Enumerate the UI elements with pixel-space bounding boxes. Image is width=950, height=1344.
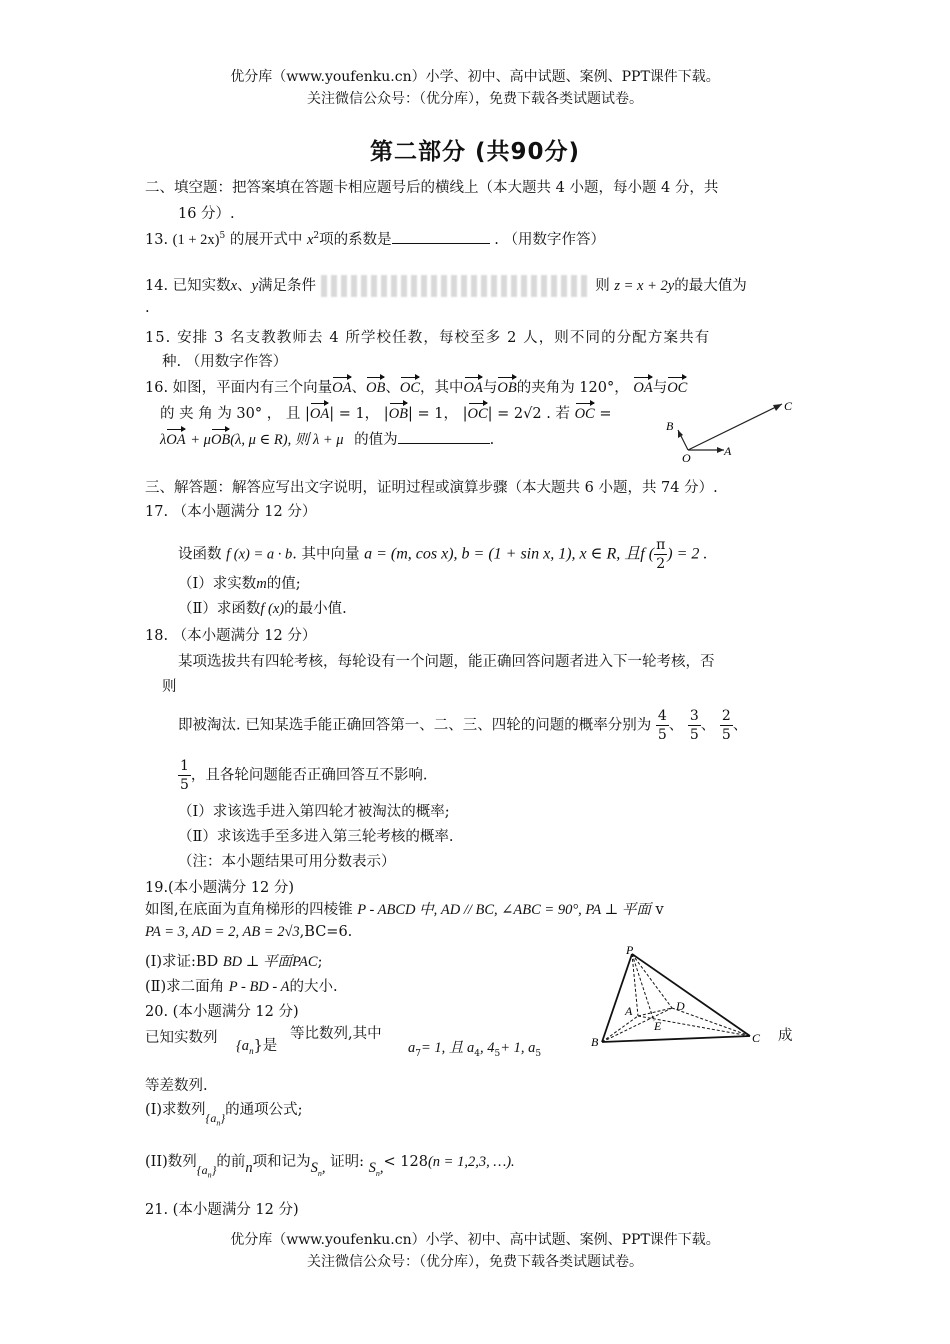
q20-p2-S-letter: S: [310, 1160, 318, 1176]
q18-frac-3-num: 2: [721, 708, 731, 724]
vector-oa-3: OA: [633, 380, 653, 396]
q19-pyramid: P - ABCD 中, AD // BC, ∠ABC = 90°, PA ⊥ 平面: [357, 902, 651, 918]
q17-i-lead: （Ⅰ）求实数: [178, 576, 257, 592]
section3-intro: 三、解答题：解答应写出文字说明，证明过程或演算步骤（本大题共 6 小题，共 74 分）.: [145, 480, 718, 496]
q20-p2-prove: 证明:: [330, 1154, 365, 1170]
q17-ii-lead: （Ⅱ）求函数: [178, 601, 261, 617]
q18-independence: ，且各轮问题能否正确回答互不影响.: [190, 767, 428, 784]
q20-p1-n: n: [216, 1118, 221, 1128]
q13-text2: 项的系数是: [319, 232, 392, 248]
q18-probabilities-text: 即被淘汰. 已知某选手能正确回答第一、二、三、四轮的问题的概率分别为: [178, 717, 652, 734]
q18-line3: [178, 757, 428, 794]
q17-part-1: [178, 572, 301, 593]
vector-ob-arrow: [678, 430, 683, 438]
q21-header: 21. (本小题满分 12 分): [145, 1202, 299, 1218]
section2-intro-cont: 16 分）.: [178, 206, 235, 222]
question-16-line3: [160, 428, 494, 449]
q17-two: 2: [656, 556, 666, 572]
q20-p1-an: {a: [205, 1111, 217, 1125]
q13-tail: . （用数字作答）: [494, 232, 605, 248]
label-o: O: [682, 451, 691, 464]
q20-an-sub: n: [249, 1045, 254, 1056]
q19-line1: [145, 898, 664, 919]
q18-frac-1-num: 4: [657, 708, 667, 724]
vector-oa-norm: OA: [309, 406, 330, 422]
q19-i-expr: BD ⊥ 平面PAC: [222, 954, 318, 970]
vector-oc-line: [688, 404, 782, 450]
q16-angle: 的夹角为 120°，: [516, 380, 629, 396]
q13-text: 的展开式中: [229, 232, 303, 248]
q20-p2-S2: $S_n$,: [368, 1160, 384, 1178]
edge-ad: [638, 1008, 672, 1016]
question-15-cont: 种. （用数字作答）: [162, 354, 288, 370]
vector-figure: [660, 392, 800, 464]
q20-cheng: 成: [778, 1028, 793, 1044]
question-16-line2: 的 夹 角 为 30° ， 且 |OA| = 1， |OB| = 1， |OC| = 2√2 . 若 OC =: [160, 406, 612, 422]
q19-ii-tail: 的大小.: [289, 979, 338, 995]
q19-line2: [145, 924, 352, 941]
q20-is: 是: [262, 1038, 278, 1054]
q17-i-tail: 的值;: [266, 576, 301, 592]
q16-eq1: = 1，: [338, 406, 380, 422]
q19-v: v: [655, 902, 664, 918]
label-p: P: [626, 944, 634, 957]
q16-answer-blank[interactable]: [398, 429, 490, 444]
q16-lambda-mu: (λ, μ ∈ R), 则 λ + μ: [230, 432, 344, 448]
q19-lengths: PA = 3, AD = 2, AB = 2√3: [145, 924, 300, 940]
q16-angle2: 的 夹 角 为 30° ， 且: [160, 406, 301, 422]
vector-ob: OB: [366, 380, 386, 396]
q20-p2-close: }: [211, 1163, 217, 1177]
q20-p2-n: n: [207, 1170, 212, 1180]
q18-line1-cont: 则: [162, 679, 177, 695]
q16-where: ，其中: [420, 380, 464, 396]
q17-ii-tail: 的最小值.: [284, 601, 347, 617]
q18-frac-2-den: 5: [689, 727, 699, 743]
label-b: B: [666, 419, 674, 433]
q18-line1: 某项选拔共有四轮考核，每轮设有一个问题，能正确回答问题者进入下一轮考核，否: [178, 654, 715, 670]
q16-mu: + μ: [190, 432, 211, 448]
q17-vectors: a = (m, cos x), b = (1 + sin x, 1), x ∈ R, 且: [364, 545, 641, 563]
q20-p2-S2-letter: S: [368, 1160, 376, 1176]
vector-oa-arrow: [717, 447, 724, 453]
q20-header: 20. (本小题满分 12 分): [145, 1004, 299, 1020]
q16-lambda: λ: [160, 432, 167, 448]
q16-and-2: 与: [652, 380, 668, 396]
q19-i-lead: (I)求证:BD: [145, 954, 219, 970]
q20-arith: 等差数列.: [145, 1078, 208, 1094]
q20-p2-an: {a: [196, 1163, 208, 1177]
q17-m: m: [256, 576, 267, 592]
q13-x: x: [306, 232, 314, 248]
q16-period: .: [489, 432, 495, 448]
label-a-pyr: A: [625, 1004, 633, 1018]
q17-lead: 设函数: [178, 546, 222, 563]
q16-eq3: = 2√2 . 若: [497, 406, 570, 422]
q13-expr: (1 + 2x): [172, 232, 220, 248]
q20-p2-bound: < 128: [383, 1154, 428, 1170]
q20-f: , 4: [480, 1040, 495, 1056]
q20-p1-seq: [205, 1111, 226, 1128]
vector-oc-arrow: [773, 404, 782, 411]
q20-p2-S-sub: n: [317, 1168, 322, 1178]
label-b-pyr: B: [591, 1035, 599, 1049]
q20-g: + 1, a: [500, 1040, 536, 1056]
q17-pi-over-2: [654, 536, 667, 573]
q18-part-2: （Ⅱ）求该选手至多进入第三轮考核的概率.: [178, 829, 454, 845]
q14-then: 则: [595, 278, 610, 294]
q20-geom: 等比数列,其中: [290, 1026, 382, 1042]
q19-i-tail: ;: [317, 954, 323, 970]
q20-p2-range: (n = 1,2,3, …).: [427, 1154, 515, 1170]
q20-a: a: [408, 1040, 416, 1056]
q20-p2-S2-sub: n: [375, 1168, 380, 1178]
q20-5a: 5: [494, 1048, 501, 1059]
edge-pc: [632, 954, 750, 1036]
q19-lead: 如图,在底面为直角梯形的四棱锥: [145, 902, 353, 918]
q14-max: 的最大值为: [674, 278, 747, 294]
vector-oa: OA: [332, 380, 352, 396]
q20-4: 4: [474, 1048, 481, 1059]
q17-part-2: [178, 597, 347, 618]
q17-fx: f (x) = a · b: [226, 546, 293, 563]
q19-bc: ,BC=6.: [299, 924, 353, 940]
q20-lead: 已知实数列: [145, 1030, 218, 1046]
q13-answer-blank[interactable]: [392, 229, 490, 244]
label-c: C: [784, 399, 793, 413]
footer-line-1: 优分库（www.youfenku.cn）小学、初中、高中试题、案例、PPT课件下载。: [230, 1232, 720, 1248]
question-16: [145, 376, 687, 397]
q20-p2-seq: [196, 1163, 217, 1180]
q13-exponent: 5: [219, 231, 226, 242]
footer-line-2: 关注微信公众号：（优分库），免费下载各类试题试卷。: [307, 1254, 643, 1270]
q16-comma: 、: [351, 380, 367, 396]
q17-f-open: f (: [640, 545, 655, 563]
question-15: 15. 安排 3 名支教教师去 4 所学校任教，每校至多 2 人，则不同的分配方案共有: [145, 330, 711, 346]
label-c-pyr: C: [752, 1031, 761, 1045]
q18-frac-4-num: 1: [180, 758, 189, 774]
q18-part-1: （Ⅰ）求该选手进入第四轮才被淘汰的概率;: [178, 804, 450, 820]
edge-bc: [602, 1036, 750, 1042]
header-line-1: 优分库（www.youfenku.cn）小学、初中、高中试题、案例、PPT课件下载。: [230, 69, 720, 85]
q19-ii-lead: (Ⅱ)求二面角: [145, 979, 225, 995]
q20-seq: [236, 1034, 277, 1056]
q20-7: 7: [415, 1048, 421, 1059]
q20-an-open: {a: [236, 1038, 250, 1054]
q18-frac-3: [720, 707, 733, 744]
q20-p2-sum: 项和记为: [252, 1154, 311, 1170]
edge-pb: [602, 954, 632, 1042]
q17-header: 17. （本小题满分 12 分）: [145, 504, 317, 520]
q20-p2-front: 的前: [216, 1154, 246, 1170]
label-d: D: [676, 999, 685, 1013]
q18-frac-2-num: 3: [689, 708, 699, 724]
vector-oc-3: OC: [574, 406, 595, 422]
q20-p1-close: }: [220, 1111, 226, 1125]
part-title: 第二部分 (共90分): [369, 139, 581, 165]
q14-y: y: [251, 278, 259, 294]
q18-frac-4-den: 5: [180, 777, 189, 793]
q18-header: 18. （本小题满分 12 分）: [145, 628, 317, 644]
question-14: [145, 274, 747, 297]
q16-lead: 16. 如图，平面内有三个向量: [145, 380, 333, 396]
q20-cond: [408, 1036, 541, 1059]
q18-sep-2: 、: [700, 717, 716, 734]
q17-eq: ) = 2 .: [667, 545, 708, 563]
vector-oa-2: OA: [463, 380, 483, 396]
q18-frac-3-den: 5: [721, 727, 731, 743]
q20-part-1: [145, 1098, 303, 1128]
edge-pd: [632, 954, 672, 1008]
q20-p2-lead: (II)数列: [145, 1154, 197, 1170]
vector-ob-norm: OB: [388, 406, 409, 422]
q18-frac-4: [178, 757, 191, 794]
q18-line2: [178, 707, 747, 744]
q13-x-exponent: 2: [313, 231, 320, 242]
vector-oa-4: OA: [166, 432, 186, 448]
q14-x: x: [230, 278, 238, 294]
vector-oc-2: OC: [667, 380, 688, 396]
q20-e: = 1, 且 a: [420, 1040, 475, 1056]
vector-ob-3: OB: [210, 432, 231, 448]
q17-pi: π: [656, 537, 666, 553]
label-e: E: [654, 1019, 662, 1033]
q19-ii-expr: P - BD - A: [228, 979, 290, 995]
vector-oc-norm: OC: [467, 406, 488, 422]
pyramid-figure: [588, 944, 778, 1054]
q18-sep-3: 、: [732, 717, 748, 734]
q13-number: 13.: [145, 232, 169, 248]
q14-sep: 、: [237, 278, 252, 294]
q16-and: 与: [482, 380, 498, 396]
edge-pe: [632, 954, 654, 1021]
q16-comma-2: 、: [385, 380, 400, 396]
q17-where: . 其中向量: [292, 546, 360, 563]
vector-oc: OC: [399, 380, 421, 396]
q20-part-2: [145, 1150, 515, 1180]
edge-pa: [632, 954, 638, 1016]
q14-lead: 14. 已知实数: [145, 278, 231, 294]
q19-part-2: [145, 975, 338, 996]
q20-p1-lead: (I)求数列: [145, 1102, 206, 1118]
q18-frac-2: [688, 707, 701, 744]
q16-eq4: =: [599, 406, 612, 422]
q16-eq2: = 1，: [417, 406, 459, 422]
q19-part-1: [145, 950, 322, 971]
q17-fx-2: f (x): [260, 601, 285, 617]
q20-line1: [145, 1026, 218, 1047]
q18-sep-1: 、: [668, 717, 684, 734]
q18-frac-1-den: 5: [657, 727, 667, 743]
q17-statement: [178, 536, 707, 573]
q20-p2-nvar: n: [245, 1160, 253, 1176]
q14-period: .: [145, 300, 150, 316]
edge-ba: [602, 1016, 638, 1042]
header-line-2: 关注微信公众号：（优分库），免费下载各类试题试卷。: [307, 91, 643, 107]
q16-value-of: 的值为: [354, 432, 398, 448]
q20-an-close: }: [253, 1038, 263, 1054]
q14-constraint-image: [321, 275, 591, 297]
q14-cond: 满足条件: [258, 278, 317, 294]
q18-frac-1: [656, 707, 669, 744]
vector-ob-2: OB: [497, 380, 517, 396]
q20-p1-tail: 的通项公式;: [225, 1102, 303, 1118]
q20-p2-S: $S_n$,: [310, 1160, 326, 1178]
q18-note: （注：本小题结果可用分数表示）: [178, 854, 396, 870]
q19-header: 19.(本小题满分 12 分): [145, 880, 295, 896]
section2-intro: 二、填空题：把答案填在答题卡相应题号后的横线上（本大题共 4 小题，每小题 4 分，共: [145, 180, 719, 196]
q14-z: z = x + 2y: [614, 278, 675, 294]
label-a: A: [724, 444, 732, 458]
q20-5b: 5: [535, 1048, 542, 1059]
question-13: [145, 228, 605, 249]
